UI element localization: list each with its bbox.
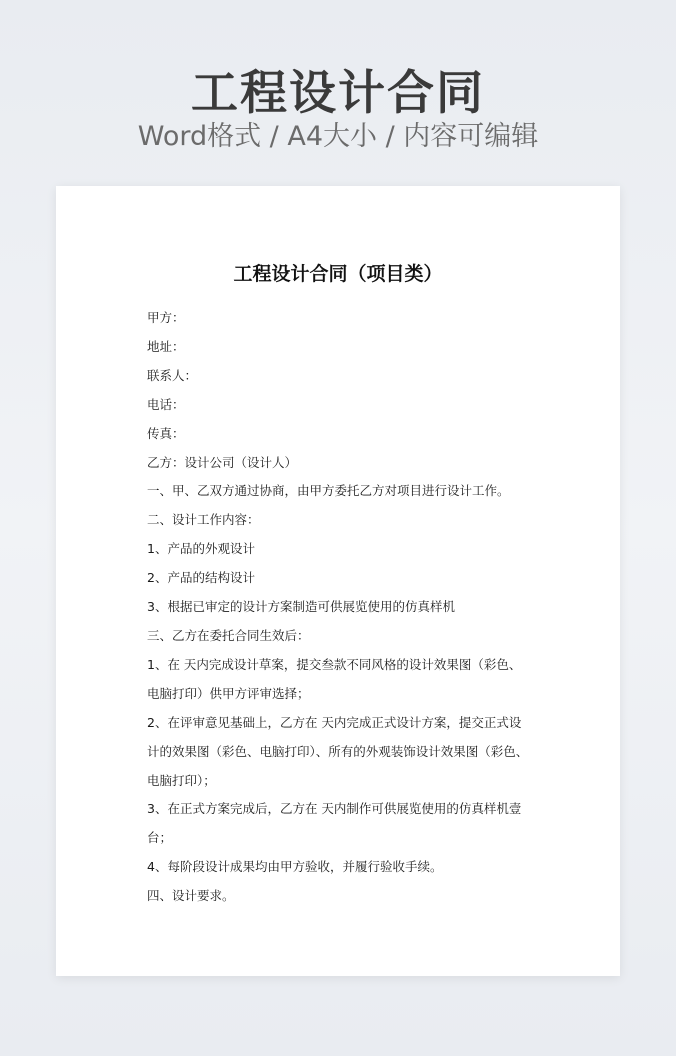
clause-1: 一、甲、乙双方通过协商，由甲方委托乙方对项目进行设计工作。 [147, 483, 510, 499]
banner-title: 工程设计合同 [191, 66, 485, 121]
clause-3-item-2: 2、在评审意见基础上，乙方在 天内完成正式设计方案，提交正式设 [147, 714, 522, 730]
clause-3-item-2-cont: 计的效果图（彩色、电脑打印）、所有的外观装饰设计效果图（彩色、 [147, 743, 529, 759]
clause-2-item-2: 2、产品的结构设计 [147, 570, 255, 586]
party-b-line: 乙方：设计公司（设计人） [147, 454, 298, 470]
document-body [147, 304, 535, 911]
address-line: 地址： [147, 338, 185, 354]
fax-line: 传真： [147, 425, 185, 441]
clause-3-item-1-cont: 电脑打印）供甲方评审选择； [147, 685, 310, 701]
clause-3-item-2-cont-2: 电脑打印）； [147, 772, 216, 788]
banner-subtitle: Word格式 / A4大小 / 内容可编辑 [137, 121, 539, 152]
clause-3-item-3-cont: 台； [147, 830, 173, 846]
party-a-line: 甲方： [147, 310, 185, 325]
clause-2-item-3: 3、根据已审定的设计方案制造可供展览使用的仿真样机 [147, 599, 455, 615]
clause-3-heading: 三、乙方在委托合同生效后： [147, 627, 310, 643]
clause-2-item-1: 1、产品的外观设计 [147, 541, 255, 557]
clause-4-heading: 四、设计要求。 [147, 888, 235, 904]
clause-2-heading: 二、设计工作内容： [147, 512, 260, 528]
phone-line: 电话： [147, 396, 185, 412]
contact-line: 联系人： [147, 367, 198, 383]
clause-3-item-1: 1、在 天内完成设计草案，提交叁款不同风格的设计效果图（彩色、 [147, 656, 522, 672]
clause-3-item-3: 3、在正式方案完成后，乙方在 天内制作可供展览使用的仿真样机壹 [147, 801, 522, 817]
document-title: 工程设计合同（项目类） [233, 263, 443, 285]
document-page [56, 186, 620, 976]
clause-3-item-4: 4、每阶段设计成果均由甲方验收，并履行验收手续。 [147, 859, 443, 875]
